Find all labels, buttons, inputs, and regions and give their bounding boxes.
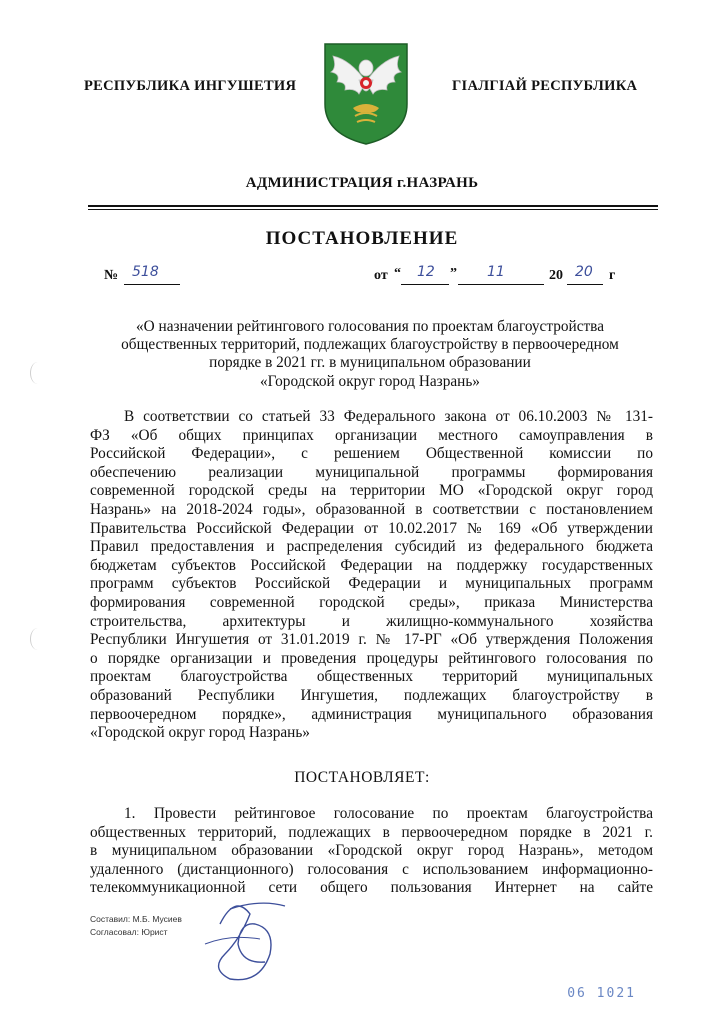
administration-title: АДМИНИСТРАЦИЯ г.НАЗРАНЬ	[245, 175, 479, 191]
date-open-quote: “	[394, 266, 401, 281]
date-prefix: от	[374, 268, 388, 283]
body-line: «Городской округ город Назрань»	[90, 724, 310, 742]
body-line: Российской Федерации», с решением Общественной комиссии по	[90, 445, 653, 463]
document-number: 518	[132, 264, 159, 280]
body-line: формирования современной городской среды», приказа Министерства	[90, 593, 653, 611]
body-line: Правительства Российской Федерации от 10.02.2017 № 169 «Об утверждении	[90, 519, 653, 537]
item-line: в муниципальном образовании «Городской округ город Назрань», методом	[90, 842, 653, 860]
body-line: Республики Ингушетия от 31.01.2019 г. № 17-РГ «Об утверждения Положения	[90, 631, 653, 649]
punch-hole-mark	[30, 362, 45, 384]
body-line: современной городской среды на территории МО «Городской округ город	[90, 482, 653, 500]
body-line: бюджетам субъектов Российской Федерации на поддержку государственных	[90, 556, 653, 574]
title-line: «О назначении рейтингового голосования по проектам благоустройства	[136, 318, 604, 335]
year-underline	[567, 284, 603, 285]
body-line: о порядке организации и проведения процедуры рейтингового голосования по	[90, 649, 653, 667]
body-line: ФЗ «Об общих принципах организации местного самоуправления в	[90, 426, 653, 444]
signature-mark	[190, 884, 300, 994]
title-line: общественных территорий, подлежащих благоустройству в первоочередном	[121, 336, 619, 354]
registration-stamp-number: 06 1021	[567, 986, 636, 1001]
decree-heading: ПОСТАНОВЛЯЕТ:	[294, 769, 430, 786]
day-underline	[401, 284, 449, 285]
date-day: 12	[417, 264, 435, 280]
preamble-paragraph	[90, 408, 653, 743]
item-line: телекоммуникационной сети общего пользования Интернет на сайте	[90, 879, 653, 897]
body-line: проектам благоустройства общественных территорий муниципальных	[90, 668, 653, 686]
coat-of-arms-emblem	[323, 42, 409, 146]
punch-hole-mark	[30, 628, 45, 650]
header-rule-thick	[88, 205, 658, 207]
header-rule-thin	[88, 209, 658, 210]
resolution-title	[90, 318, 650, 391]
title-line: «Городской округ город Назрань»	[260, 372, 480, 390]
title-line: порядке в 2021 гг. в муниципальном образовании	[209, 354, 531, 372]
republic-name-ingush: ГIАЛГIАЙ РЕСПУБЛИКА	[452, 78, 638, 94]
item-line: 1. Провести рейтинговое голосование по проектам благоустройства	[124, 805, 653, 822]
body-line: В соответствии со статьей 33 Федерального закона от 06.10.2003 № 131-	[124, 408, 653, 425]
date-close-quote: ”	[450, 266, 457, 281]
date-year-suffix: 20	[575, 264, 593, 280]
year-prefix: 20	[549, 268, 563, 283]
item-line: удаленного (дистанционного) голосования с использованием информационно-	[90, 860, 653, 878]
body-line: программ субъектов Российской Федерации и муниципальных программ	[90, 575, 653, 593]
date-month: 11	[487, 264, 505, 280]
agreed-by-note: Согласовал: Юрист	[90, 927, 168, 937]
body-line: обеспечению реализации муниципальной программы формирования	[90, 463, 653, 481]
document-type-heading: ПОСТАНОВЛЕНИЕ	[265, 228, 459, 249]
body-line: Назрань» на 2018-2024 годы», образованной в соответствии с постановлением	[90, 500, 653, 518]
item-line: общественных территорий, подлежащих в первоочередном порядке в 2021 г.	[90, 823, 653, 841]
body-line: строительства, архитектуры и жилищно-коммунального хозяйства	[90, 612, 653, 630]
number-underline	[124, 284, 180, 285]
body-line: образований Республики Ингушетия, подлежащих благоустройству в	[90, 686, 653, 704]
year-unit: г	[609, 268, 616, 283]
number-label: №	[104, 268, 119, 283]
decree-item-1	[90, 805, 653, 898]
composed-by-note: Составил: М.Б. Мусиев	[90, 914, 182, 924]
month-underline	[458, 284, 544, 285]
body-line: первоочередном порядке», администрация муниципального образования	[90, 705, 653, 723]
republic-name-russian: РЕСПУБЛИКА ИНГУШЕТИЯ	[84, 78, 297, 94]
body-line: Правил предоставления и распределения субсидий из федерального бюджета	[90, 538, 653, 556]
